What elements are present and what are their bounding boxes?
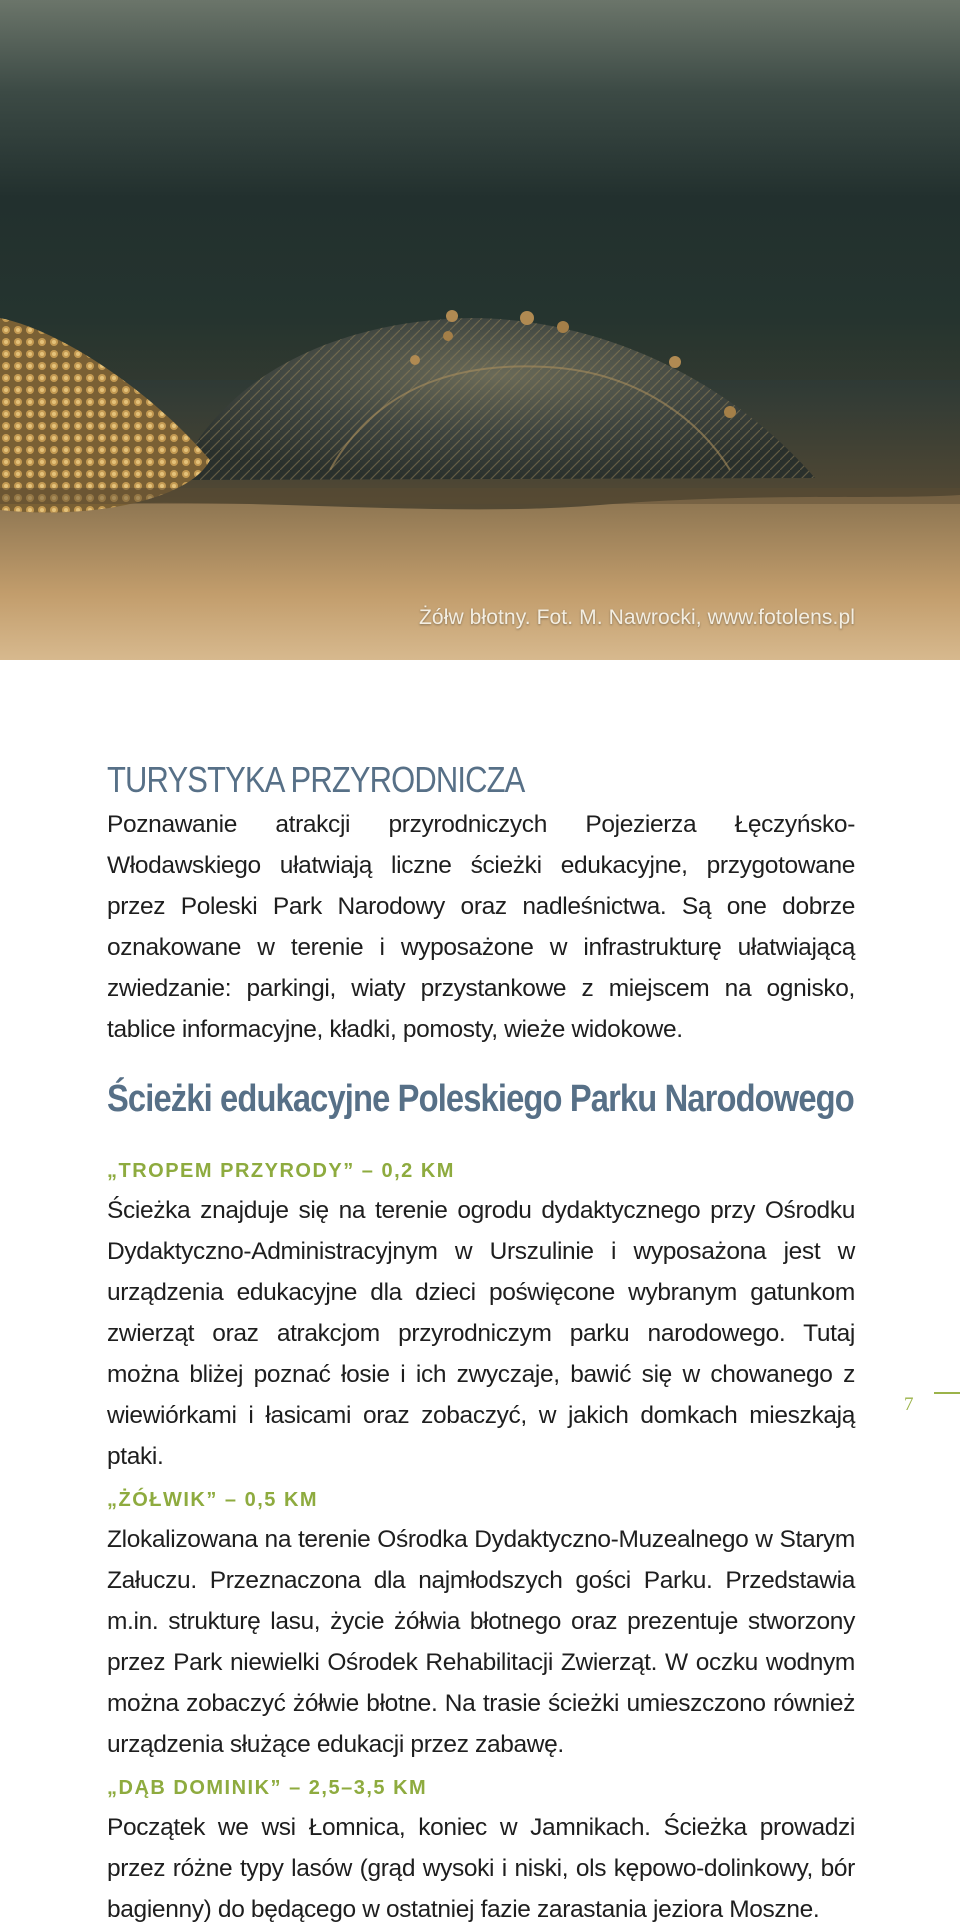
trail-description: Początek we wsi Łomnica, koniec w Jamnikach. Ścieżka prowadzi przez różne typy lasów (grąd wysoki i niski, ols kępowo-dolinkowy, bór bagienny) do będącego w ostatniej fazie zarastania jeziora Moszne. <box>107 1814 855 1923</box>
trail-list <box>107 1154 855 1930</box>
photo-caption: Żółw błotny. Fot. M. Nawrocki, www.fotolens.pl <box>418 606 855 629</box>
page-number-rule <box>934 1392 960 1394</box>
trail-item <box>107 1771 855 1930</box>
trail-description: Zlokalizowana na terenie Ośrodka Dydaktyczno-Muzealnego w Starym Załuczu. Przeznaczona dla najmłodszych gości Parku. Przedstawia m.in. strukturę lasu, życie żółwia błotnego oraz prezentuje stworzony przez Park niewielki Ośrodek Rehabilitacji Zwierząt. W oczku wodnym można zobaczyć żółwie błotne. Na trasie ścieżki umieszczono również urządzenia służące edukacji przez zabawę. <box>107 1526 855 1758</box>
trail-description: Ścieżka znajduje się na terenie ogrodu dydaktycznego przy Ośrodku Dydaktyczno-Administracyjnym w Urszulinie i wyposażona jest w urządzenia edukacyjne dla dzieci poświęcone wybranym gatunkom zwierząt oraz atrakcjom przyrodniczym parku narodowego. Tutaj można bliżej poznać łosie i ich zwyczaje, bawić się w chowanego z wiewiórkami i łasicami oraz zobaczyć, w jakich domkach mieszkają ptaki. <box>107 1197 855 1470</box>
trail-name: „ŻÓŁWIK” – 0,5 KM <box>107 1489 319 1511</box>
intro-paragraph: Poznawanie atrakcji przyrodniczych Pojezierza Łęczyńsko-Włodawskiego ułatwiają liczne ścieżki edukacyjne, przygotowane przez Poleski Park Narodowy oraz nadleśnictwa. Są one dobrze oznakowane w terenie i wyposażone w infrastrukturę ułatwiającą zwiedzanie: parkingi, wiaty przystankowe z miejscem na ognisko, tablice informacyjne, kładki, pomosty, wieże widokowe. <box>107 811 855 1043</box>
trail-item <box>107 1154 855 1477</box>
turtle-photo <box>0 0 960 660</box>
content-column <box>107 756 855 1930</box>
trail-item <box>107 1483 855 1765</box>
section-title: TURYSTYKA PRZYRODNICZA <box>107 759 525 800</box>
subheading: Ścieżki edukacyjne Poleskiego Parku Narodowego <box>107 1078 854 1120</box>
page-number: 7 <box>904 1394 914 1415</box>
turtle-illustration <box>0 0 960 660</box>
trail-name: „DĄB DOMINIK” – 2,5–3,5 KM <box>107 1777 428 1799</box>
trail-name: „TROPEM PRZYRODY” – 0,2 KM <box>107 1160 455 1182</box>
